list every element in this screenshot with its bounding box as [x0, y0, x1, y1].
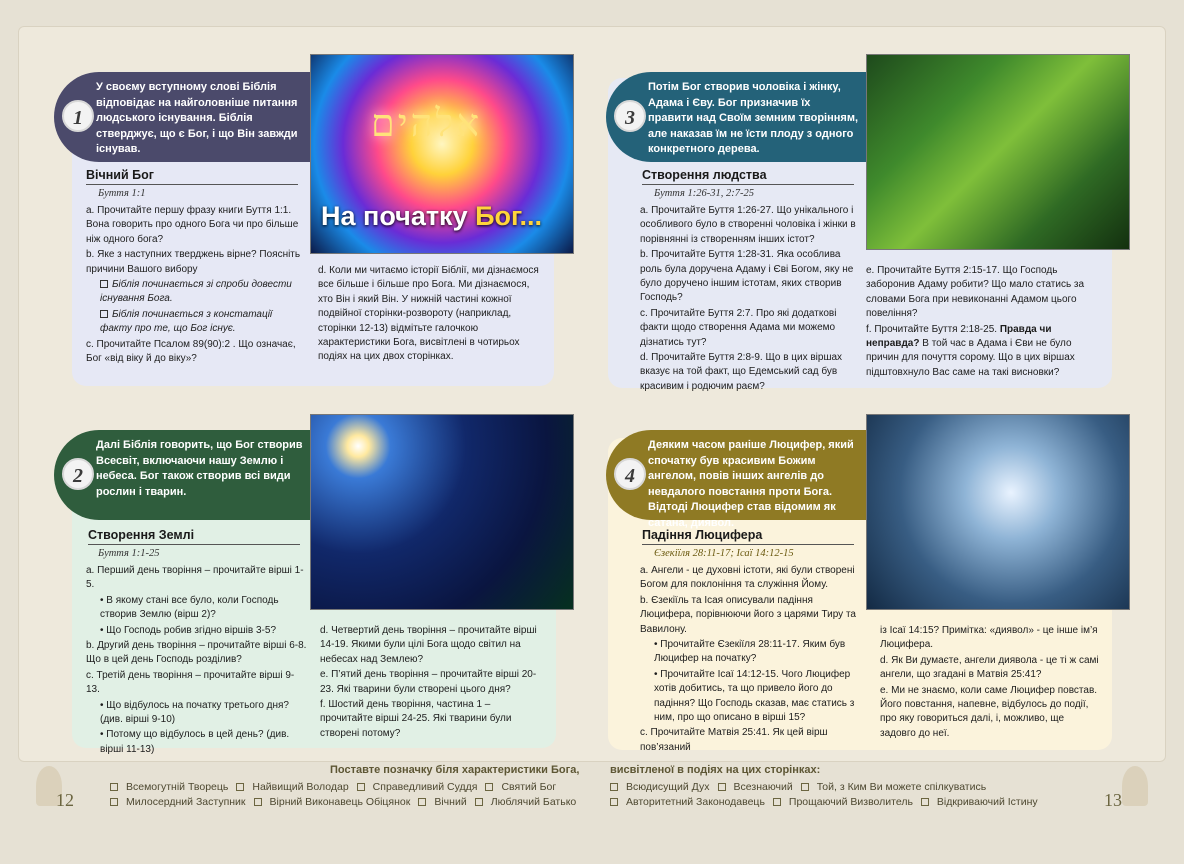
- question-e: e. Прочитайте Буття 2:15-17. Що Господь заборонив Адаму робити? Що мало статись за словами Бога при невиконанні Адамом цього повеління?: [866, 265, 1085, 320]
- checkbox[interactable]: [236, 783, 244, 791]
- characteristic-checkbox-item[interactable]: [110, 781, 228, 793]
- section-3-banner-text: Потім Бог створив чоловіка і жінку, Адама і Єву. Бог призначив їх правити над Своїм земним творінням, але наказав їм не їсти плоду з одного конкретного дерева.: [648, 81, 859, 155]
- characteristic-label: Люблячий Батько: [490, 796, 577, 808]
- question-a: a. Прочитайте Буття 1:26-27. Що унікального і особливого було в створенні чоловіка і жінки в порівнянні із створенням інших істот?: [640, 205, 856, 245]
- characteristic-checkbox-item[interactable]: [921, 796, 1038, 808]
- section-1-banner: [54, 72, 312, 162]
- section-2-ref: Буття 1:1-25: [98, 548, 160, 559]
- question-b: b. Прочитайте Буття 1:28-31. Яка особлива роль була доручена Адаму і Єві Богом, яку не було доручено іншим істотам, яких створив Господь?: [640, 249, 854, 304]
- section-1-number: 1: [62, 100, 94, 132]
- section-4-questions-right: [880, 624, 1102, 742]
- footer-list-right: [610, 780, 1046, 810]
- section-2-banner-text: Далі Біблія говорить, що Бог створив Всесвіт, включаючи нашу Землю і небеса. Бог також створив всі види рослин і тварин.: [96, 439, 303, 498]
- section-1-photo: [310, 54, 574, 254]
- checkbox[interactable]: [475, 798, 483, 806]
- section-3-questions-right: [866, 264, 1102, 381]
- sub-question: • В якому стані все було, коли Господь створив Землю (вірш 2)?: [100, 594, 279, 621]
- checkbox[interactable]: [610, 783, 618, 791]
- question-e: e. Ми не знаємо, коли саме Люцифер повстав. Його повстання, напевне, відбулось до події, про яку говориться далі, і, можливо, ще задовго до неї.: [880, 684, 1098, 739]
- characteristic-checkbox-item[interactable]: [357, 781, 478, 793]
- sub-question: • Прочитайте Ісаї 14:12-15. Чого Люцифер хотів добитись, та що привело його до падіння? Що Господь сказав, має статись з ним, про що описано в вірші 15?: [654, 668, 855, 724]
- characteristic-label: Всемогутній Творець: [126, 781, 229, 793]
- question-a: a. Ангели - це духовні істоти, які були створені Богом для поклоніння та служіння Йому.: [640, 565, 855, 591]
- option-1: Біблія починається зі спроби довести існування Бога.: [100, 279, 292, 305]
- question-a: a. Прочитайте першу фразу книги Буття 1:1. Вона говорить про одного Бога чи про більше ніж одного бога?: [86, 205, 299, 245]
- question-c: c. Прочитайте Матвія 25:41. Як цей вірш пов’язаний: [640, 727, 828, 753]
- characteristic-label: Той, з Ким Ви можете спілкуватись: [816, 781, 987, 793]
- characteristic-checkbox-item[interactable]: [475, 796, 577, 808]
- checkbox[interactable]: [801, 783, 809, 791]
- section-1-ref: Буття 1:1: [98, 188, 146, 199]
- characteristic-checkbox-item[interactable]: [110, 796, 246, 808]
- section-1-questions-right: [318, 264, 540, 366]
- section-1-banner-text: У своєму вступному слові Біблія відповідає на найголовніше питання людського існування. Біблія стверджує, що є Бог, і що Він завжди існував.: [96, 81, 298, 155]
- question-c-continued: із Ісаї 14:15? Примітка: «диявол» - це інше ім’я Люцифера.: [880, 625, 1098, 651]
- checkbox[interactable]: [773, 798, 781, 806]
- section-4-ref: Єзекіїля 28:11-17; Ісаї 14:12-15: [654, 548, 794, 559]
- section-3-ref: Буття 1:26-31, 2:7-25: [654, 188, 755, 199]
- question-b: b. Яке з наступних тверджень вірне? Поясніть причини Вашого вибору: [86, 249, 301, 275]
- question-b: b. Єзекіїль та Ісая описували падіння Люцифера, порівнюючи його з царями Тиру та Вавилону.: [640, 594, 856, 635]
- section-4-questions-left: [640, 564, 864, 756]
- section-3-questions-left: [640, 204, 856, 395]
- question-c: c. Прочитайте Буття 2:7. Про які додаткові факти щодо створення Адама ми можемо дізнатись тут?: [640, 307, 837, 348]
- characteristic-checkbox-item[interactable]: [773, 796, 913, 808]
- characteristic-label: Всюдисущий Дух: [626, 781, 710, 793]
- question-f: f. Прочитайте Буття 2:18-25. Правда чи неправда? В той час в Адама і Єви не було причин для почуття сорому. Що в цих віршах підштовхнуло Вас саме на такі висновки?: [866, 323, 1075, 378]
- characteristic-label: Справедливий Суддя: [372, 781, 478, 793]
- question-b: b. Другий день творіння – прочитайте вірші 6-8. Що в цей день Господь розділив?: [86, 640, 307, 666]
- checkbox[interactable]: [921, 798, 929, 806]
- page-number-right: 13: [1104, 790, 1122, 810]
- checkbox[interactable]: [254, 798, 262, 806]
- section-4-banner: [606, 430, 868, 529]
- photo-title: На початку Бог...: [321, 201, 543, 231]
- characteristic-label: Всезнаючий: [733, 781, 793, 793]
- checkbox[interactable]: [100, 280, 108, 288]
- question-e: e. П’ятий день творіння – прочитайте вірші 20-23. Які тварини були створені цього дня?: [320, 669, 537, 695]
- characteristic-label: Вірний Виконавець Обіцянок: [269, 796, 411, 808]
- footer-heading-right: висвітленої в подіях на цих сторінках:: [610, 764, 821, 776]
- section-4-title: Падіння Люцифера: [642, 528, 854, 545]
- question-d: d. Прочитайте Буття 2:8-9. Що в цих віршах вказує на той факт, що Едемський сад був красивим і родючим раєм?: [640, 352, 843, 392]
- characteristic-label: Прощаючий Визволитель: [788, 796, 913, 808]
- section-3-title: Створення людства: [642, 168, 854, 185]
- section-3-banner: [606, 72, 866, 162]
- characteristic-checkbox-item[interactable]: [485, 781, 556, 793]
- checkbox[interactable]: [100, 310, 108, 318]
- characteristic-label: Авторитетний Законодавець: [626, 796, 765, 808]
- characteristic-label: Вічний: [434, 796, 467, 808]
- characteristic-checkbox-item[interactable]: [236, 781, 348, 793]
- checkbox[interactable]: [357, 783, 365, 791]
- section-2-questions-left: [86, 564, 308, 758]
- option-2: Біблія починається з констатації факту про те, що Бог існує.: [100, 308, 273, 335]
- sub-question: • Потому що відбулось в цей день? (див. вірші 11-13): [100, 729, 290, 755]
- decorative-tree-icon: [1122, 766, 1148, 806]
- characteristic-checkbox-item[interactable]: [610, 796, 765, 808]
- checkbox[interactable]: [718, 783, 726, 791]
- question-c: c. Прочитайте Псалом 89(90):2 . Що означає, Бог «від віку й до віку»?: [86, 338, 296, 365]
- photo-hebrew-text: אלהים: [371, 101, 483, 145]
- section-2-photo: [310, 414, 574, 610]
- sub-question: • Прочитайте Єзекіїля 28:11-17. Яким був Люцифер на початку?: [654, 639, 846, 665]
- characteristic-label: Святий Бог: [501, 781, 557, 793]
- question-a: a. Перший день творіння – прочитайте вірші 1-5.: [86, 565, 304, 591]
- section-2-questions-right: [320, 624, 542, 742]
- question-c: c. Третій день творіння – прочитайте вірші 9-13.: [86, 669, 295, 696]
- footer-list-left: [110, 780, 584, 810]
- checkbox[interactable]: [418, 798, 426, 806]
- question-f: f. Шостий день творіння, частина 1 – прочитайте вірші 24-25. Які тварини були створені потому?: [320, 699, 512, 739]
- characteristic-checkbox-item[interactable]: [718, 781, 793, 793]
- characteristic-checkbox-item[interactable]: [418, 796, 466, 808]
- section-1-questions-left: [86, 204, 302, 367]
- question-d: d. Як Ви думаєте, ангели диявола - це ті ж самі ангели, що згадані в Матвія 25:41?: [880, 654, 1099, 681]
- checkbox[interactable]: [110, 783, 118, 791]
- checkbox[interactable]: [485, 783, 493, 791]
- section-2-number: 2: [62, 458, 94, 490]
- section-4-number: 4: [614, 458, 646, 490]
- characteristic-checkbox-item[interactable]: [801, 781, 987, 793]
- footer-heading-left: Поставте позначку біля характеристики Бога,: [330, 764, 580, 776]
- characteristic-label: Відкриваючий Істину: [936, 796, 1038, 808]
- section-2-title: Створення Землі: [88, 528, 300, 545]
- characteristic-label: Найвищий Володар: [252, 781, 349, 793]
- characteristic-checkbox-item[interactable]: [254, 796, 411, 808]
- page-number-left: 12: [56, 790, 74, 810]
- characteristic-label: Милосердний Заступник: [126, 796, 246, 808]
- checkbox[interactable]: [110, 798, 118, 806]
- section-1-title: Вічний Бог: [86, 168, 298, 185]
- question-d: d. Четвертий день творіння – прочитайте вірші 14-19. Якими були цілі Бога щодо світил на небесах над Землею?: [320, 625, 537, 665]
- sub-question: • Що відбулось на початку третього дня? (див. вірші 9-10): [100, 699, 289, 726]
- section-3-number: 3: [614, 100, 646, 132]
- section-4-photo: [866, 414, 1130, 610]
- characteristic-checkbox-item[interactable]: [610, 781, 710, 793]
- section-4-banner-text: Деяким часом раніше Люцифер, який спочатку був красивим Божим ангелом, повів інших ангелів до невдалого повстання проти Бога. Відтоді Люцифер став відомим як сатана, диявол.: [648, 439, 854, 529]
- checkbox[interactable]: [610, 798, 618, 806]
- section-2-banner: [54, 430, 312, 520]
- sub-question: • Що Господь робив згідно віршів 3-5?: [100, 624, 277, 636]
- question-d: d. Коли ми читаємо історії Біблії, ми дізнаємося все більше і більше про Бога. Ми дізнаємося, хто Він і який Він. У нижній частині кожної подвійної сторінки-розвороту (наприклад, сторінки 12-13) відмітьте галочкою характеристики Бога, висвітлені в чотирьох подіях на цих двох сторінках.: [318, 265, 539, 363]
- section-3-photo: [866, 54, 1130, 250]
